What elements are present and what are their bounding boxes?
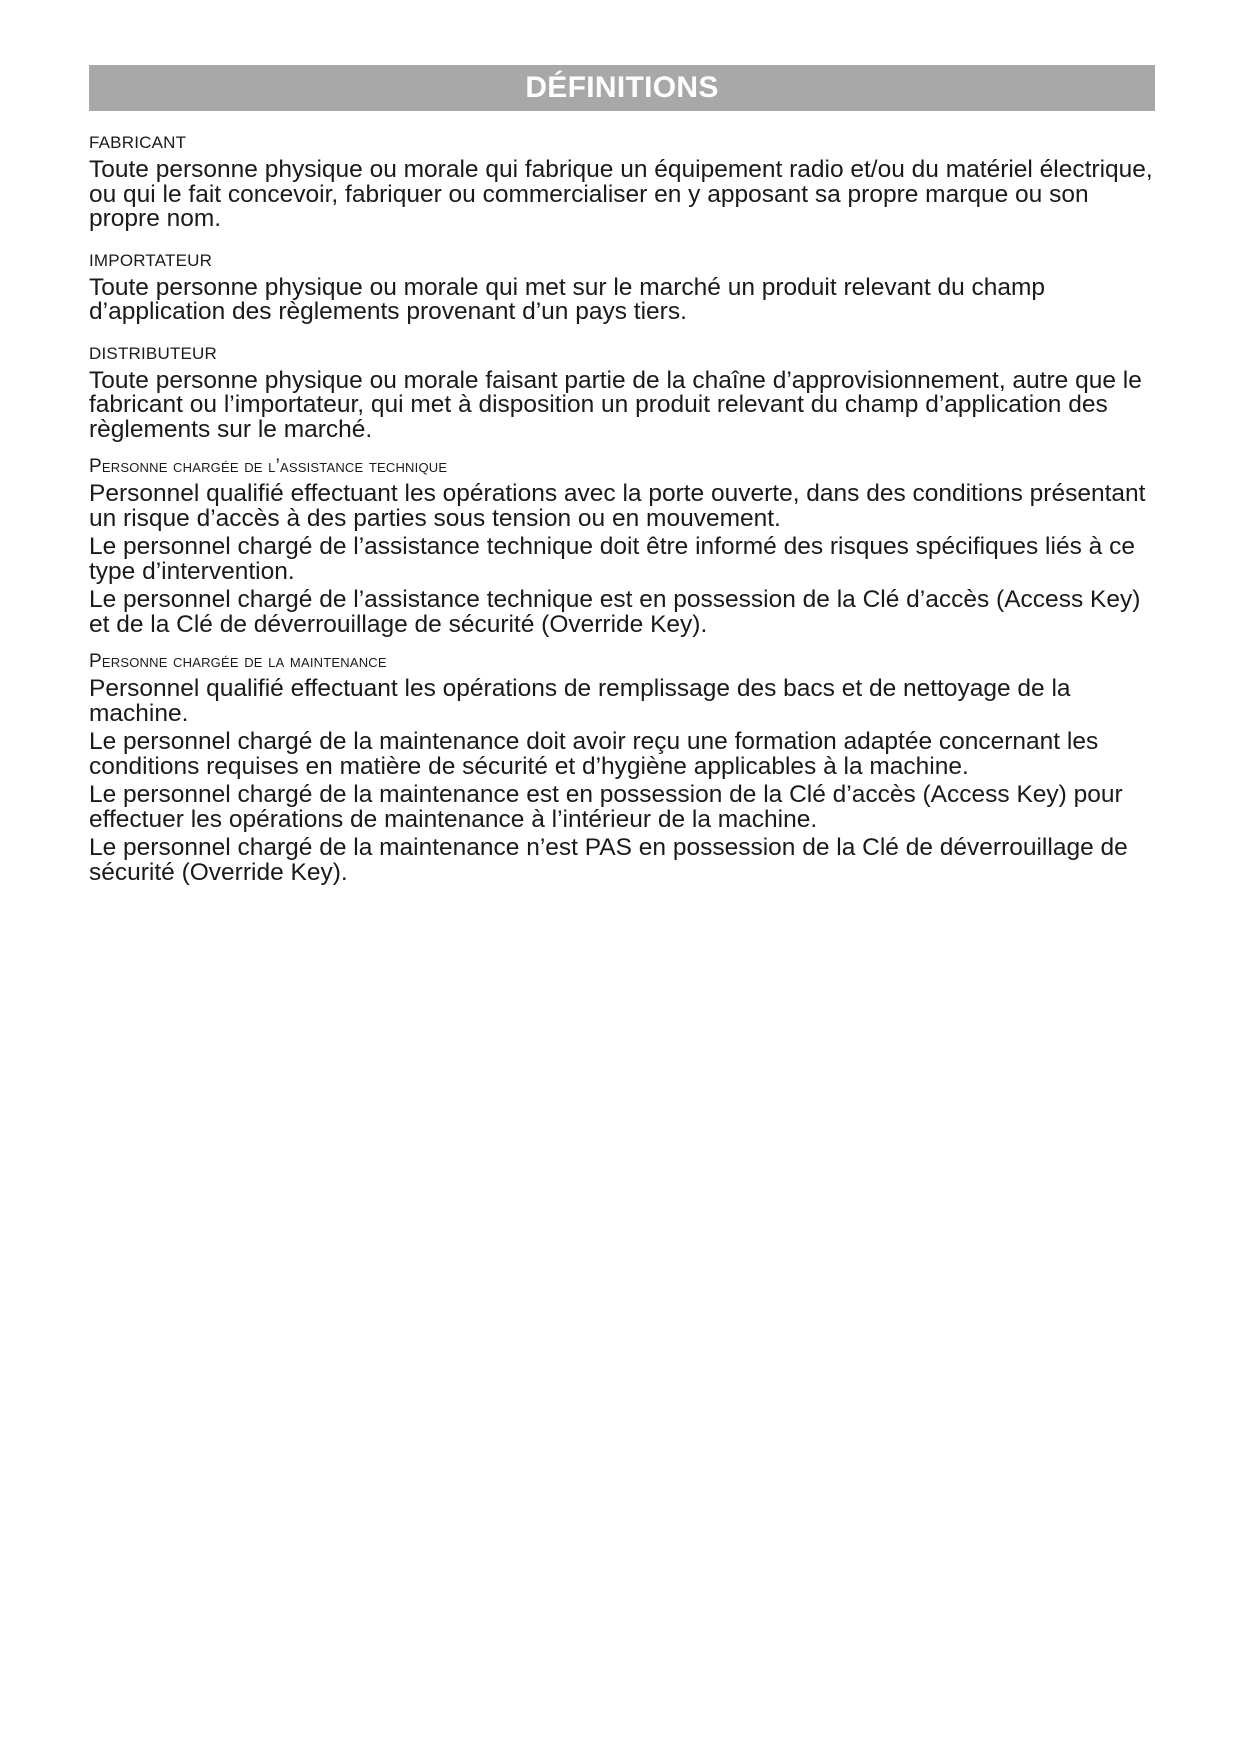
term-heading: Personne chargée de la maintenance [89,651,387,672]
definition-text: Toute personne physique ou morale faisant partie de la chaîne d’approvisionnement, autre que le fabricant ou l’importateur, qui met à disposition un produit relevant du champ d’application des règlements sur le marché. [89,366,1142,443]
definition-assistance-technique [89,456,1155,637]
definition-distributeur [89,343,1155,443]
definition-fabricant [89,132,1155,232]
definition-maintenance [89,651,1155,885]
definition-text: Le personnel chargé de la maintenance est en possession de la Clé d’accès (Access Key) pour effectuer les opérations de maintenance à l’intérieur de la machine. [89,781,1123,833]
definition-text: Le personnel chargé de l’assistance technique doit être informé des risques spécifiques liés à ce type d’intervention. [89,533,1135,585]
definition-text: Le personnel chargé de la maintenance doit avoir reçu une formation adaptée concernant les conditions requises en matière de sécurité et d’hygiène applicables à la machine. [89,728,1099,780]
definition-text: Le personnel chargé de la maintenance n’est PAS en possession de la Clé de déverrouillage de sécurité (Override Key). [89,834,1128,886]
definition-text: Personnel qualifié effectuant les opérations avec la porte ouverte, dans des conditions présentant un risque d’accès à des parties sous tension ou en mouvement. [89,480,1146,532]
term-heading: FABRICANT [89,133,187,152]
definition-text: Personnel qualifié effectuant les opérations de remplissage des bacs et de nettoyage de la machine. [89,675,1071,727]
definition-text: Le personnel chargé de l’assistance technique est en possession de la Clé d’accès (Access Key) et de la Clé de déverrouillage de sécurité (Override Key). [89,586,1141,638]
document-page [89,65,1155,889]
term-heading: DISTRIBUTEUR [89,343,218,363]
term-heading: IMPORTATEUR [89,250,213,270]
term-heading: Personne chargée de l’assistance technique [89,456,448,477]
definition-text: Toute personne physique ou morale qui fabrique un équipement radio et/ou du matériel électrique, ou qui le fait concevoir, fabriquer ou commercialiser en y apposant sa propre marque ou son propre nom. [89,156,1153,232]
page-title: DÉFINITIONS [89,65,1155,111]
definition-importateur [89,250,1155,325]
definition-text: Toute personne physique ou morale qui met sur le marché un produit relevant du champ d’application des règlements provenant d’un pays tiers. [89,273,1046,325]
